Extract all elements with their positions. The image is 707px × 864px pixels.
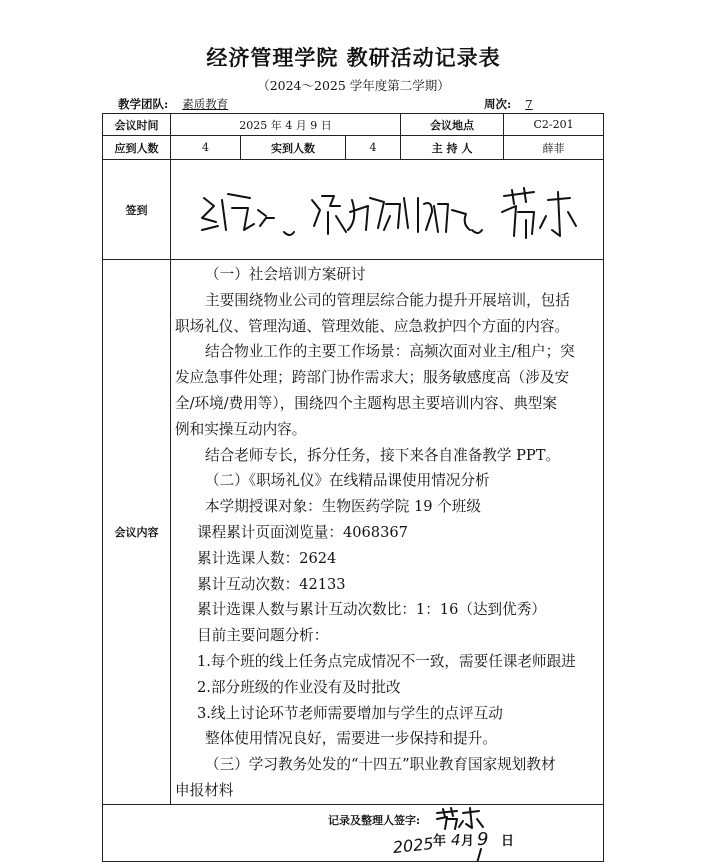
date-year: 2025	[391, 833, 435, 857]
content-label: 会议内容	[103, 260, 171, 805]
issue-item-3: 3.线上讨论环节老师需要增加与学生的点评互动	[197, 704, 503, 722]
host-value: 薛菲	[504, 136, 604, 160]
section-1-para-1b: 职场礼仪、管理沟通、管理效能、应急救护四个方面的内容。	[175, 317, 570, 335]
content-cell	[171, 260, 604, 805]
date-month: 4	[451, 830, 461, 849]
issue-item-2: 2.部分班级的作业没有及时批改	[197, 678, 401, 696]
team-value: 素质教育	[182, 97, 229, 111]
section-1-title: （一）社会培训方案研讨	[205, 266, 366, 283]
meeting-time-label: 会议时间	[103, 114, 171, 136]
section-1-para-2a: 结合物业工作的主要工作场景：高频次面对业主/租户；突	[205, 343, 575, 361]
team-field	[118, 96, 238, 112]
section-3-title-a: （三）学习教务处发的“十四五”职业教育国家规划教材	[205, 756, 556, 774]
actual-count-value: 4	[346, 136, 401, 160]
handwritten-date	[353, 823, 553, 864]
recorder-row	[103, 804, 604, 861]
recorder-label: 记录及整理人签字:	[328, 813, 421, 827]
date-month-char: 月	[461, 833, 475, 849]
date-day: 9	[477, 828, 489, 850]
team-label: 教学团队:	[118, 97, 169, 111]
section-2-summary: 整体使用情况良好，需要进一步保持和提升。	[205, 730, 497, 748]
section-2-line-3: 累计选课人数：2624	[197, 549, 337, 567]
date-day-char: 日	[501, 833, 515, 849]
location-label: 会议地点	[401, 114, 504, 136]
expected-count-label: 应到人数	[103, 136, 171, 160]
section-1-para-2b: 发应急事件处理；跨部门协作需求大；服务敏感度高（涉及安	[175, 369, 570, 387]
record-table	[102, 113, 604, 862]
week-value: 7	[525, 97, 533, 111]
section-1-para-2d: 例和实操互动内容。	[175, 420, 307, 438]
section-1-para-1a: 主要围绕物业公司的管理层综合能力提升开展培训，包括	[205, 291, 570, 309]
section-2-title: （二）《职场礼仪》在线精品课使用情况分析	[205, 472, 490, 490]
signin-signatures	[171, 160, 604, 260]
section-2-line-4: 累计互动次数：42133	[197, 575, 346, 593]
expected-count-value: 4	[171, 136, 241, 160]
date-year-char: 年	[433, 833, 447, 849]
handwritten-signatures	[172, 160, 603, 256]
meeting-time-value: 2025 年 4 月 9 日	[171, 114, 401, 136]
page-title: 经济管理学院 教研活动记录表	[206, 45, 501, 70]
section-2-line-5: 累计选课人数与累计互动次数比：1：16（达到优秀）	[197, 601, 546, 619]
section-3-title-b: 申报材料	[175, 781, 234, 799]
section-1-para-2c: 全/环境/费用等），围绕四个主题构思主要培训内容、典型案	[175, 394, 557, 412]
section-1-para-3: 结合老师专长，拆分任务，接下来各自准备教学 PPT。	[205, 446, 561, 464]
section-2-line-1: 本学期授课对象：生物医药学院 19 个班级	[205, 498, 481, 516]
section-2-line-6: 目前主要问题分析：	[197, 627, 329, 645]
location-value: C2-201	[504, 114, 604, 136]
section-2-line-2: 课程累计页面浏览量：4068367	[197, 523, 408, 541]
week-field	[484, 96, 543, 112]
issue-item-1: 1.每个班的线上任务点完成情况不一致，需要任课老师跟进	[197, 652, 576, 670]
week-label: 周次:	[484, 97, 512, 111]
signin-label: 签到	[103, 160, 171, 260]
actual-count-label: 实到人数	[241, 136, 346, 160]
host-label: 主 持 人	[401, 136, 504, 160]
meeting-content	[171, 260, 603, 804]
semester-subtitle: （2024～2025 学年度第二学期）	[257, 78, 450, 93]
